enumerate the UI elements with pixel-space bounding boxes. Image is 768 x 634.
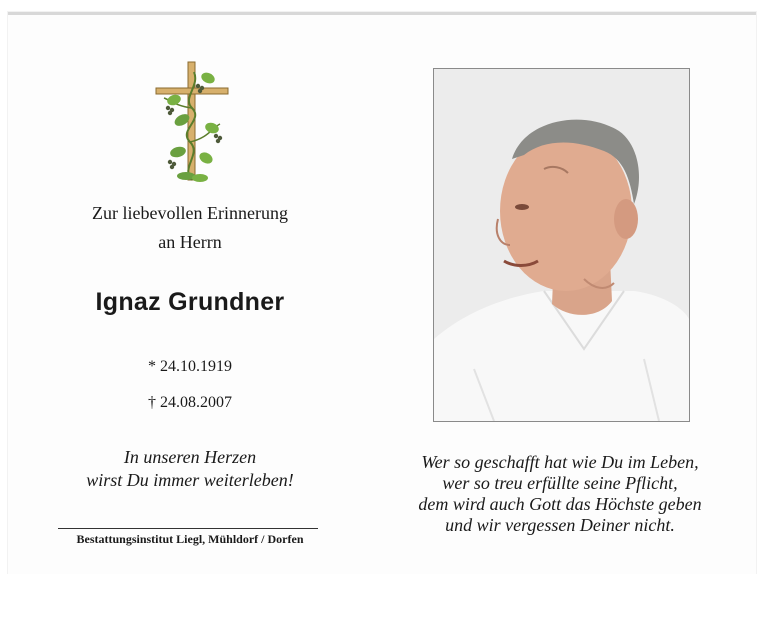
death-date: † 24.08.2007 <box>148 394 232 411</box>
portrait-illustration <box>434 69 689 421</box>
verse-left-line: In unseren Herzen <box>123 447 257 467</box>
portrait-photo <box>433 68 690 422</box>
verse-right-line: und wir vergessen Deiner nicht. <box>445 515 675 535</box>
footer-divider <box>58 528 318 529</box>
verse-right <box>400 452 720 536</box>
verse-right-line: dem wird auch Gott das Höchste geben <box>418 494 702 514</box>
verse-left <box>40 446 340 492</box>
scan-margin <box>0 574 768 634</box>
undertaker-credit: Bestattungsinstitut Liegl, Mühldorf / Dorfen <box>76 532 304 546</box>
intro-line-1: Zur liebevollen Erinnerung <box>92 203 288 223</box>
deceased-name: Ignaz Grundner <box>95 288 285 316</box>
verse-right-line: wer so treu erfüllte seine Pflicht, <box>442 473 678 493</box>
verse-left-line: wirst Du immer weiterleben! <box>86 470 294 490</box>
birth-date: * 24.10.1919 <box>148 358 232 375</box>
cross-with-grapevine-icon <box>150 58 234 186</box>
verse-right-line: Wer so geschafft hat wie Du im Leben, <box>421 452 699 472</box>
intro-line-2: an Herrn <box>158 232 222 252</box>
